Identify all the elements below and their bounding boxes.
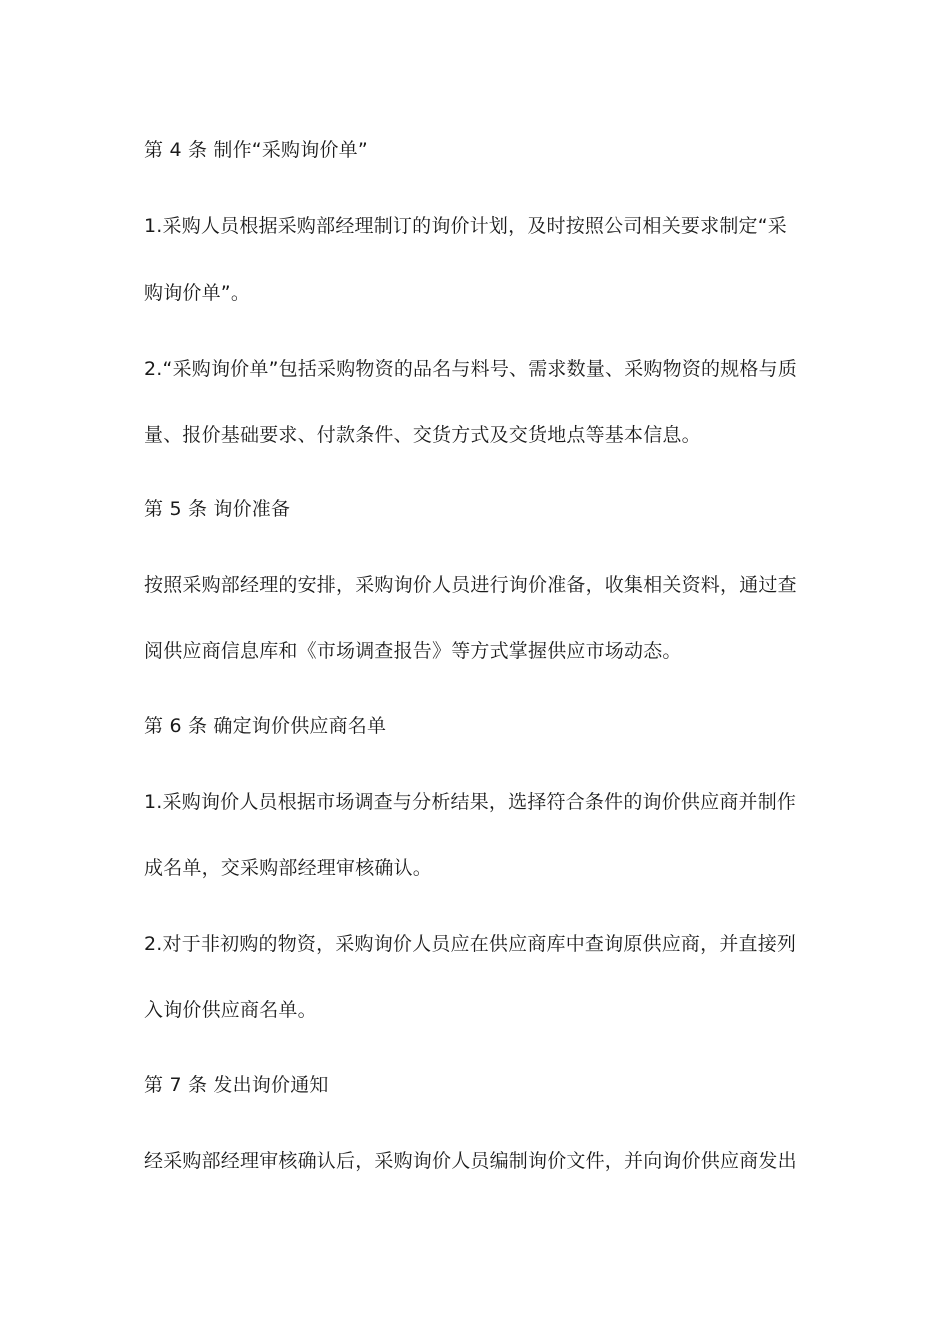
section-6-line-4: 入询价供应商名单。	[144, 999, 317, 1021]
section-4-line-3: 2.“采购询价单”包括采购物资的品名与料号、需求数量、采购物资的规格与质	[144, 358, 798, 380]
section-4-line-2: 购询价单”。	[144, 282, 251, 304]
section-4-line-1: 1.采购人员根据采购部经理制订的询价计划，及时按照公司相关要求制定“采	[144, 215, 787, 237]
section-5-heading: 第 5 条 询价准备	[144, 498, 291, 520]
section-7-heading: 第 7 条 发出询价通知	[144, 1074, 329, 1096]
section-4-heading: 第 4 条 制作“采购询价单”	[144, 139, 368, 161]
section-5-line-1: 按照采购部经理的安排，采购询价人员进行询价准备，收集相关资料，通过查	[144, 574, 797, 596]
section-6-line-2: 成名单，交采购部经理审核确认。	[144, 857, 433, 879]
section-6-heading: 第 6 条 确定询价供应商名单	[144, 715, 387, 737]
section-7-line-1: 经采购部经理审核确认后，采购询价人员编制询价文件，并向询价供应商发出	[144, 1150, 797, 1172]
section-4-line-4: 量、报价基础要求、付款条件、交货方式及交货地点等基本信息。	[144, 424, 701, 446]
section-6-line-3: 2.对于非初购的物资，采购询价人员应在供应商库中查询原供应商，并直接列	[144, 933, 797, 955]
section-6-line-1: 1.采购询价人员根据市场调查与分析结果，选择符合条件的询价供应商并制作	[144, 791, 797, 813]
section-5-line-2: 阅供应商信息库和《市场调查报告》等方式掌握供应市场动态。	[144, 640, 682, 662]
